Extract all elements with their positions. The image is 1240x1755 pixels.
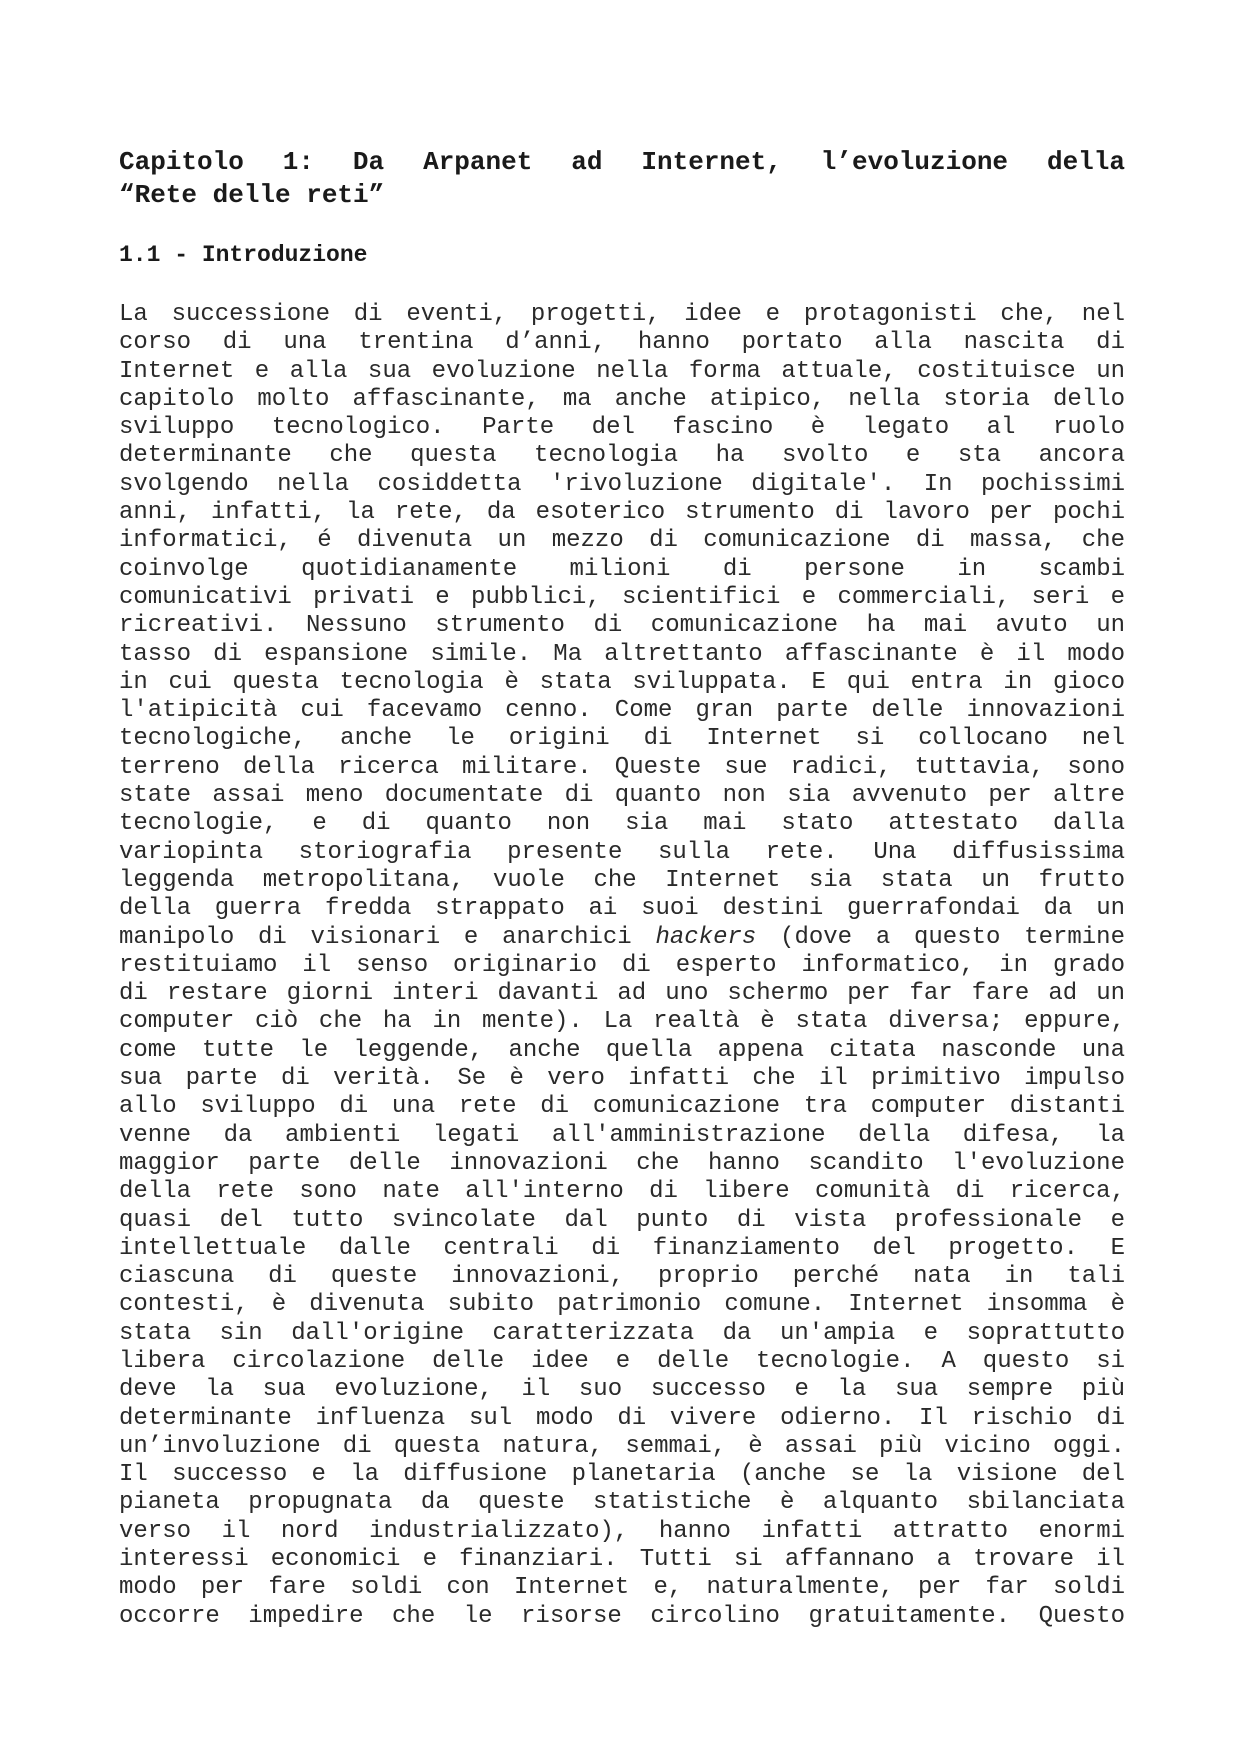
body-line: restituiamo il senso originario di esperto informatico, in grado bbox=[119, 951, 1125, 979]
body-line: state assai meno documentate di quanto non sia avvenuto per altre bbox=[119, 782, 1125, 810]
body-line: quasi del tutto svincolate dal punto di vista professionale e bbox=[119, 1206, 1125, 1234]
body-line: Internet e alla sua evoluzione nella forma attuale, costituisce un bbox=[119, 357, 1125, 385]
body-line: sviluppo tecnologico. Parte del fascino è legato al ruolo bbox=[119, 414, 1125, 442]
body-line: comunicativi privati e pubblici, scientifici e commerciali, seri e bbox=[119, 583, 1125, 611]
chapter-title-line: “Rete delle reti” bbox=[119, 180, 385, 210]
body-line: variopinta storiografia presente sulla rete. Una diffusissima bbox=[119, 838, 1125, 866]
body-line-segment: manipolo di visionari e anarchici bbox=[119, 923, 656, 951]
body-line: sua parte di verità. Se è vero infatti che il primitivo impulso bbox=[119, 1065, 1125, 1093]
body-line: La successione di eventi, progetti, idee e protagonisti che, nel bbox=[119, 301, 1125, 328]
body-line: della rete sono nate all'interno di libere comunità di ricerca, bbox=[119, 1178, 1125, 1206]
body-line: coinvolge quotidianamente milioni di persone in scambi bbox=[119, 555, 1125, 583]
body-line: Il successo e la diffusione planetaria (anche se la visione del bbox=[119, 1461, 1125, 1489]
body-line: occorre impedire che le risorse circolino gratuitamente. Questo bbox=[119, 1602, 1125, 1630]
body-line: contesti, è divenuta subito patrimonio comune. Internet insomma è bbox=[119, 1291, 1125, 1319]
chapter-title-line: Capitolo 1: Da Arpanet ad Internet, l’evoluzione della bbox=[119, 147, 1125, 177]
body-line-segment: (dove a questo termine bbox=[756, 923, 1125, 951]
section-heading: 1.1 - Introduzione bbox=[119, 242, 368, 268]
body-line: tecnologie, e di quanto non sia mai stato attestato dalla bbox=[119, 810, 1125, 838]
body-line: allo sviluppo di una rete di comunicazione tra computer distanti bbox=[119, 1093, 1125, 1121]
italic-term: hackers bbox=[655, 923, 757, 951]
body-line: verso il nord industrializzato), hanno infatti attratto enormi bbox=[119, 1517, 1125, 1545]
body-line: tasso di espansione simile. Ma altrettanto affascinante è il modo bbox=[119, 640, 1125, 668]
body-line: terreno della ricerca militare. Queste sue radici, tuttavia, sono bbox=[119, 753, 1125, 781]
body-line: un’involuzione di questa natura, semmai, è assai più vicino oggi. bbox=[119, 1432, 1125, 1460]
body-line: maggior parte delle innovazioni che hanno scandito l'evoluzione bbox=[119, 1149, 1125, 1177]
body-line: corso di una trentina d’anni, hanno portato alla nascita di bbox=[119, 329, 1125, 357]
body-line: determinante che questa tecnologia ha svolto e sta ancora bbox=[119, 442, 1125, 470]
body-line: leggenda metropolitana, vuole che Internet sia stata un frutto bbox=[119, 866, 1125, 894]
body-line: informatici, é divenuta un mezzo di comunicazione di massa, che bbox=[119, 527, 1125, 555]
chapter-title bbox=[119, 146, 1125, 212]
body-line: modo per fare soldi con Internet e, naturalmente, per far soldi bbox=[119, 1574, 1125, 1602]
body-line: l'atipicità cui facevamo cenno. Come gran parte delle innovazioni bbox=[119, 697, 1125, 725]
body-line: svolgendo nella cosiddetta 'rivoluzione digitale'. In pochissimi bbox=[119, 470, 1125, 498]
body-line: stata sin dall'origine caratterizzata da un'ampia e soprattutto bbox=[119, 1319, 1125, 1347]
body-line: come tutte le leggende, anche quella appena citata nasconde una bbox=[119, 1036, 1125, 1064]
body-line: tecnologiche, anche le origini di Internet si collocano nel bbox=[119, 725, 1125, 753]
body-line: libera circolazione delle idee e delle tecnologie. A questo si bbox=[119, 1347, 1125, 1375]
body-line: di restare giorni interi davanti ad uno schermo per far fare ad un bbox=[119, 980, 1125, 1008]
body-line bbox=[119, 924, 1125, 952]
body-line: deve la sua evoluzione, il suo successo e la sua sempre più bbox=[119, 1376, 1125, 1404]
body-line: ciascuna di queste innovazioni, proprio perché nata in tali bbox=[119, 1263, 1125, 1291]
body-line: interessi economici e finanziari. Tutti si affannano a trovare il bbox=[119, 1546, 1125, 1574]
body-line: pianeta propugnata da queste statistiche è alquanto sbilanciata bbox=[119, 1489, 1125, 1517]
body-line: determinante influenza sul modo di vivere odierno. Il rischio di bbox=[119, 1404, 1125, 1432]
body-line: anni, infatti, la rete, da esoterico strumento di lavoro per pochi bbox=[119, 499, 1125, 527]
body-line: della guerra fredda strappato ai suoi destini guerrafondai da un bbox=[119, 895, 1125, 923]
body-line: computer ciò che ha in mente). La realtà è stata diversa; eppure, bbox=[119, 1008, 1125, 1036]
body-line: capitolo molto affascinante, ma anche atipico, nella storia dello bbox=[119, 385, 1125, 413]
body-line: venne da ambienti legati all'amministrazione della difesa, la bbox=[119, 1121, 1125, 1149]
body-line: intellettuale dalle centrali di finanziamento del progetto. E bbox=[119, 1234, 1125, 1262]
body-text bbox=[119, 301, 1125, 1631]
body-line: ricreativi. Nessuno strumento di comunicazione ha mai avuto un bbox=[119, 612, 1125, 640]
body-line: in cui questa tecnologia è stata sviluppata. E qui entra in gioco bbox=[119, 668, 1125, 696]
